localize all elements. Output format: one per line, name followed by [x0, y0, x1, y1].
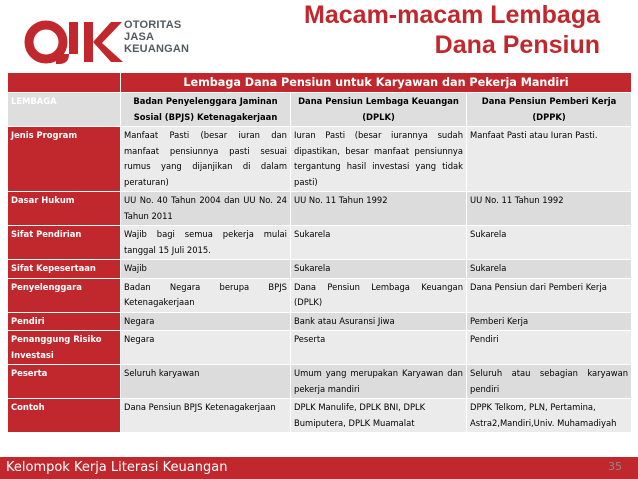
table-row	[8, 260, 632, 279]
column-header-label: LEMBAGA	[8, 93, 121, 127]
page-title-line-2: Dana Pensiun	[434, 31, 600, 59]
cell-dppk: Sukarela	[467, 260, 632, 279]
cell-dplk: Peserta	[291, 331, 467, 365]
row-label: Pendiri	[8, 312, 121, 331]
cell-bpjs: Dana Pensiun BPJS Ketenagakerjaan	[121, 399, 291, 433]
column-header-dplk: Dana Pensiun Lembaga Keuangan (DPLK)	[291, 93, 467, 127]
cell-dppk: Manfaat Pasti atau Iuran Pasti.	[467, 127, 632, 192]
cell-dppk: Pemberi Kerja	[467, 312, 632, 331]
cell-dplk: Sukarela	[291, 226, 467, 260]
page-title-line-1: Macam-macam Lembaga	[304, 1, 600, 29]
column-header-bpjs: Badan Penyelenggara Jaminan Sosial (BPJS) Ketenagakerjaan	[121, 93, 291, 127]
cell-dplk: Iuran Pasti (besar iurannya sudah dipastikan, besar manfaat pensiunnya tergantung hasil investasi yang tidak pasti)	[291, 127, 467, 192]
cell-bpjs: Badan Negara berupa BPJS Ketenagakerjaan	[121, 278, 291, 312]
pension-table	[7, 72, 631, 433]
cell-dppk: Pendiri	[467, 331, 632, 365]
cell-dppk: DPPK Telkom, PLN, Pertamina, Astra2,Mandiri,Univ. Muhamadiyah	[467, 399, 632, 433]
footer-text: Kelompok Kerja Literasi Keuangan	[6, 460, 228, 475]
ojk-logo-mark	[16, 8, 136, 68]
table-row	[8, 127, 632, 192]
row-label: Contoh	[8, 399, 121, 433]
cell-bpjs: Manfaat Pasti (besar iuran dan manfaat pensiunnya pasti sesuai rumus yang dijanjikan di dalam peraturan)	[121, 127, 291, 192]
cell-dplk: UU No. 11 Tahun 1992	[291, 192, 467, 226]
cell-dppk: Seluruh atau sebagian karyawan pendiri	[467, 365, 632, 399]
page-title	[304, 0, 600, 60]
cell-bpjs: Negara	[121, 312, 291, 331]
cell-dppk: UU No. 11 Tahun 1992	[467, 192, 632, 226]
row-label: Penanggung Risiko Investasi	[8, 331, 121, 365]
column-header-dppk: Dana Pensiun Pemberi Kerja (DPPK)	[467, 93, 632, 127]
cell-dplk: Umum yang merupakan Karyawan dan pekerja mandiri	[291, 365, 467, 399]
column-header-row	[8, 93, 632, 127]
logo-line-3: KEUANGAN	[124, 43, 190, 55]
row-label: Jenis Program	[8, 127, 121, 192]
table-row	[8, 278, 632, 312]
cell-dppk: Sukarela	[467, 226, 632, 260]
cell-dplk: Bank atau Asuransi Jiwa	[291, 312, 467, 331]
ojk-logo-text	[124, 19, 189, 55]
logo-line-1: OTORITAS	[124, 19, 182, 31]
page-number: 35	[608, 460, 622, 473]
cell-bpjs: UU No. 40 Tahun 2004 dan UU No. 24 Tahun 2011	[121, 192, 291, 226]
table-row	[8, 331, 632, 365]
row-label: Peserta	[8, 365, 121, 399]
cell-dplk: DPLK Manulife, DPLK BNI, DPLK Bumiputera, DPLK Muamalat	[291, 399, 467, 433]
logo-line-2: JASA	[124, 31, 155, 43]
table-header-row	[8, 73, 632, 93]
cell-dplk: Sukarela	[291, 260, 467, 279]
table-header: Lembaga Dana Pensiun untuk Karyawan dan Pekerja Mandiri	[121, 73, 632, 93]
row-label: Penyelenggara	[8, 278, 121, 312]
row-label: Sifat Kepesertaan	[8, 260, 121, 279]
cell-bpjs: Wajib bagi semua pekerja mulai tanggal 15 Juli 2015.	[121, 226, 291, 260]
row-label: Dasar Hukum	[8, 192, 121, 226]
ojk-logo	[16, 8, 216, 68]
table-row	[8, 312, 632, 331]
table-row	[8, 365, 632, 399]
table-row	[8, 399, 632, 433]
row-label: Sifat Pendirian	[8, 226, 121, 260]
cell-bpjs: Wajib	[121, 260, 291, 279]
cell-bpjs: Negara	[121, 331, 291, 365]
table-row	[8, 226, 632, 260]
footer-bar	[0, 457, 638, 479]
cell-bpjs: Seluruh karyawan	[121, 365, 291, 399]
table-row	[8, 192, 632, 226]
cell-dppk: Dana Pensiun dari Pemberi Kerja	[467, 278, 632, 312]
cell-dplk: Dana Pensiun Lembaga Keuangan (DPLK)	[291, 278, 467, 312]
